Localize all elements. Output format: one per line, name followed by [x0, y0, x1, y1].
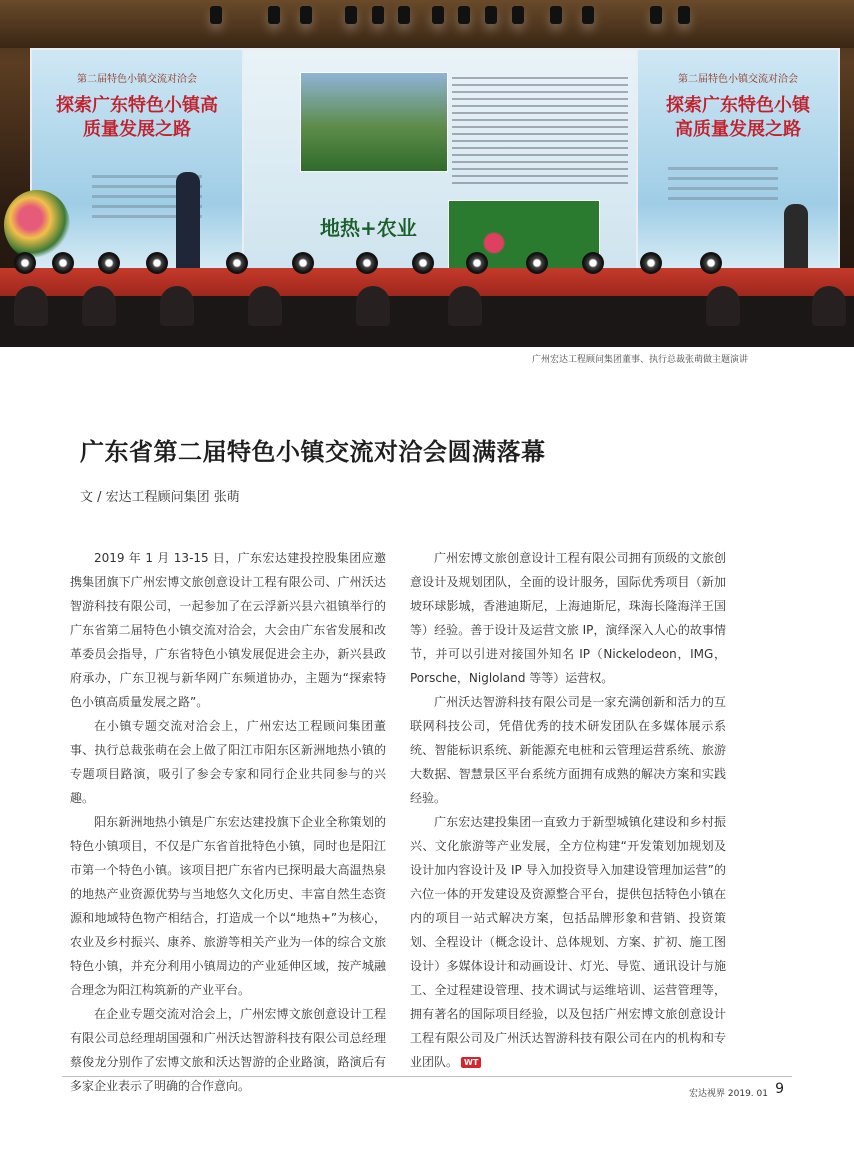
- right-column: [410, 546, 726, 1074]
- left-column: [70, 546, 386, 1098]
- floor-light: [292, 252, 314, 274]
- stage-spotlight: [345, 6, 357, 24]
- greenhouse-photo: [300, 72, 448, 172]
- paragraph: 在企业专题交流对洽会上，广州宏博文旅创意设计工程有限公司总经理胡国强和广州沃达智游科技有限公司总经理蔡俊龙分别作了宏博文旅和沃达智游的企业路演，路演后有多家企业表示了明确的合作意向。: [70, 1007, 386, 1093]
- article-title: 广东省第二届特色小镇交流对洽会圆满落幕: [80, 438, 546, 466]
- floor-light: [640, 252, 662, 274]
- host-figure: [784, 204, 808, 268]
- left-screen-title: 探索广东特色小镇高质量发展之路: [56, 95, 218, 140]
- floor-light: [700, 252, 722, 274]
- right-screen-subtitle: 第二届特色小镇交流对洽会: [678, 74, 798, 85]
- floor-light: [526, 252, 548, 274]
- audience-member: [248, 286, 282, 326]
- floor-light: [582, 252, 604, 274]
- paragraph: 2019 年 1 月 13-15 日，广东宏达建投控股集团应邀携集团旗下广州宏博文旅创意设计工程有限公司、广州沃达智游科技有限公司，一起参加了在云浮新兴县六祖镇举行的广东省第二届特色小镇交流对洽会，大会由广东省发展和改革委员会指导，广东省特色小镇发展促进会主办，新兴县政府承办，广东卫视与新华网广东频道协办，主题为“探索特色小镇高质量发展之路”。: [70, 551, 386, 709]
- floor-light: [14, 252, 36, 274]
- stage-spotlight: [512, 6, 524, 24]
- stage-spotlight: [550, 6, 562, 24]
- footer-magazine: 宏达视界 2019. 01: [689, 1089, 768, 1099]
- stage-spotlight: [485, 6, 497, 24]
- stage-spotlight: [650, 6, 662, 24]
- photo-caption: 广州宏达工程顾问集团董事、执行总裁张萌做主题演讲: [531, 355, 748, 365]
- right-screen: [636, 48, 840, 272]
- article-byline: 文 / 宏达工程顾问集团 张萌: [80, 490, 240, 505]
- slide-banner: 地热+农业: [320, 216, 417, 240]
- audience-member: [448, 286, 482, 326]
- paragraph-with-end-mark: [410, 810, 726, 1074]
- paragraph: 广东宏达建投集团一直致力于新型城镇化建设和乡村振兴、文化旅游等产业发展，全方位构建“开发策划加规划及设计加内容设计及 IP 导入加投资导入加建设管理加运营”的六位一体的开发建设及资源整合平台，提供包括特色小镇在内的项目一站式解决方案，包括品牌形象和营销、投资策划、全程设计（概念设计、总体规划、方案、扩初、施工图设计）多媒体设计和动画设计、灯光、导览、通讯设计与施工、全过程建设管理、技术调试与运维培训、运营管理等，拥有著名的国际项目经验，以及包括广州宏博文旅创意设计工程有限公司及广州沃达智游科技有限公司在内的机构和专业团队。: [410, 815, 726, 1069]
- floor-light: [98, 252, 120, 274]
- right-screen-title: 探索广东特色小镇高质量发展之路: [666, 95, 810, 140]
- paragraph: 广州宏博文旅创意设计工程有限公司拥有顶级的文旅创意设计及规划团队，全面的设计服务，国际优秀项目（新加坡环球影城，香港迪斯尼，上海迪斯尼，珠海长隆海洋王国等）经验。善于设计及运营文旅 IP，演绎深入人心的故事情节，并可以引进对接国外知名 IP（Nickelodeon，IMG，Porsche，Nigloland 等等）运营权。: [410, 551, 726, 685]
- audience-member: [812, 286, 846, 326]
- center-screen: [242, 48, 638, 272]
- paragraph: 广州沃达智游科技有限公司是一家充满创新和活力的互联网科技公司，凭借优秀的技术研发团队在多媒体展示系统、智能标识系统、新能源充电桩和云管理运营系统、旅游大数据、智慧景区平台系统方面拥有成熟的解决方案和实践经验。: [410, 695, 726, 805]
- floor-light: [412, 252, 434, 274]
- floor-light: [146, 252, 168, 274]
- floor-light: [52, 252, 74, 274]
- stage-spotlight: [678, 6, 690, 24]
- floor-light: [356, 252, 378, 274]
- ceiling: [0, 0, 854, 48]
- footer-rule: [62, 1076, 792, 1077]
- stage-spotlight: [210, 6, 222, 24]
- flower-arrangement: [4, 190, 70, 260]
- paragraph: 阳东新洲地热小镇是广东宏达建投旗下企业全称策划的特色小镇项目，不仅是广东省首批特色小镇，同时也是阳江市第一个特色小镇。该项目把广东省内已探明最大高温热泉的地热产业资源优势与当地悠久文化历史、丰富自然生态资源和地域特色物产相结合，打造成一个以“地热+”为核心，农业及乡村振兴、康养、旅游等相关产业为一体的综合文旅特色小镇，并充分利用小镇周边的产业延伸区域，按产城融合理念为阳江构筑新的产业平台。: [70, 815, 386, 997]
- stage-spotlight: [398, 6, 410, 24]
- slide-text-block: [452, 72, 628, 190]
- floor-light: [226, 252, 248, 274]
- stage-spotlight: [372, 6, 384, 24]
- audience-member: [14, 286, 48, 326]
- event-photo: [0, 0, 854, 347]
- left-screen-subtitle: 第二届特色小镇交流对洽会: [77, 74, 197, 85]
- stage-spotlight: [582, 6, 594, 24]
- audience-member: [706, 286, 740, 326]
- speaker-figure: [176, 172, 200, 268]
- stage-spotlight: [432, 6, 444, 24]
- audience-member: [356, 286, 390, 326]
- paragraph: 在小镇专题交流对洽会上，广州宏达工程顾问集团董事、执行总裁张萌在会上做了阳江市阳东区新洲地热小镇的专题项目路演，吸引了参会专家和同行企业共同参与的兴趣。: [70, 719, 386, 805]
- audience-member: [160, 286, 194, 326]
- page-number: 9: [775, 1081, 784, 1097]
- stage-spotlight: [268, 6, 280, 24]
- right-screen-text-lines: [668, 160, 778, 207]
- stage-spotlight: [300, 6, 312, 24]
- floor-light: [466, 252, 488, 274]
- audience-member: [82, 286, 116, 326]
- stage-spotlight: [458, 6, 470, 24]
- end-mark-badge: WT: [461, 1057, 481, 1068]
